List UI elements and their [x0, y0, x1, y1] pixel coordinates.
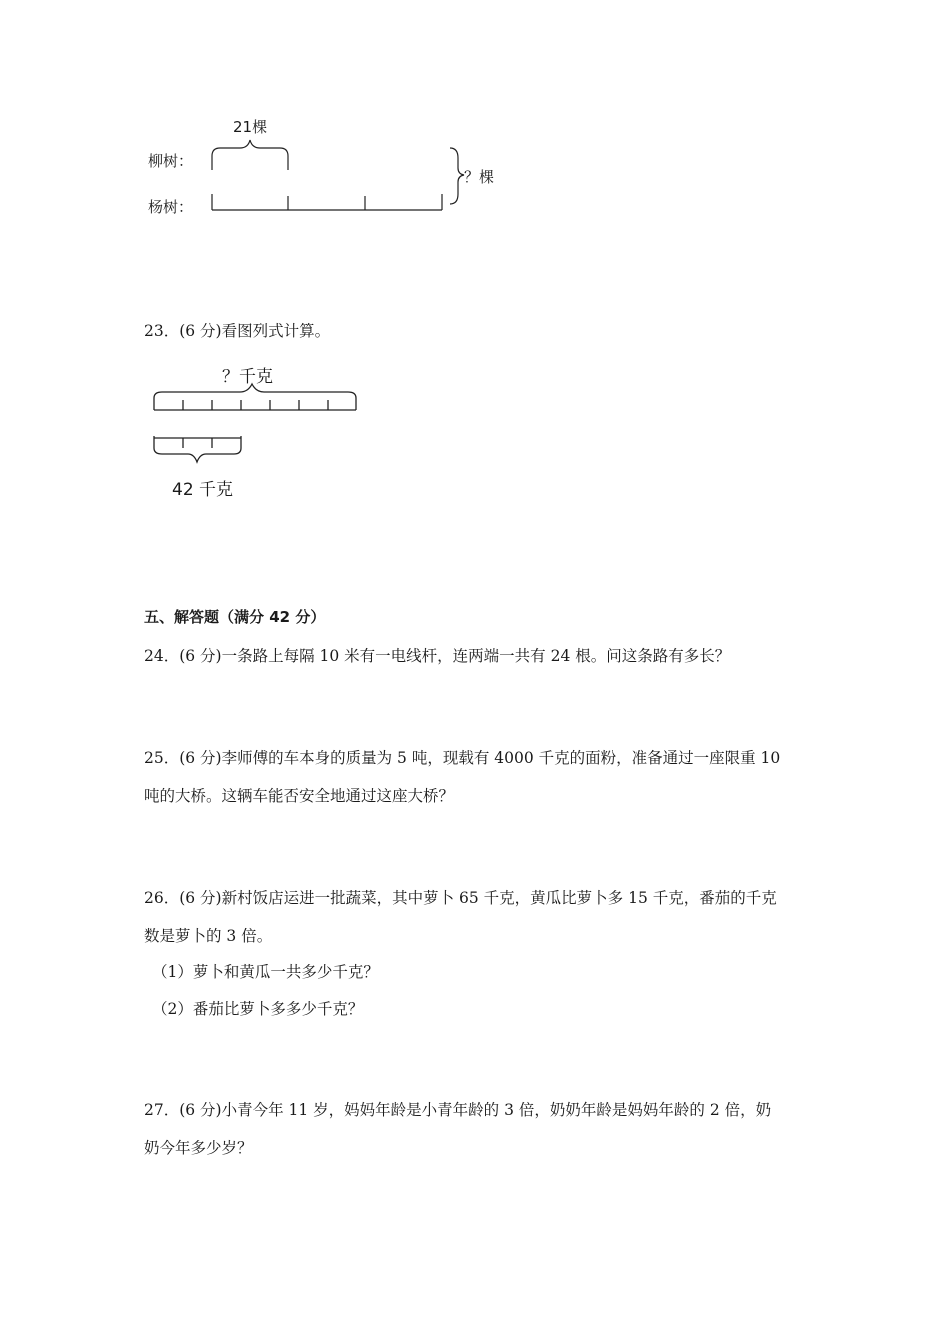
question-27-line-2: 奶今年多少岁？: [144, 1139, 253, 1157]
willow-label: 柳树：: [148, 152, 194, 170]
question-24: [144, 637, 816, 675]
question-26-sub-2: （2）番茄比萝卜多多少千克？: [152, 1000, 364, 1018]
diagram-22: [140, 110, 520, 220]
question-26-line-2: 数是萝卜的 3 倍。: [144, 927, 273, 945]
known-kg-label: 42 千克: [172, 480, 234, 500]
question-23: [144, 312, 816, 350]
question-27: [144, 1091, 816, 1167]
question-25-line-1: 25．(6 分)李师傅的车本身的质量为 5 吨，现载有 4000 千克的面粉，准备通过一座限重 10: [144, 749, 781, 767]
willow-brace: [212, 140, 288, 170]
top-count-label: 21棵: [233, 118, 268, 136]
question-24-text: 24．(6 分)一条路上每隔 10 米有一电线杆，连两端一共有 24 根。问这条路有多长？: [144, 647, 731, 665]
question-26-line-1: 26．(6 分)新村饭店运进一批蔬菜，其中萝卜 65 千克，黄瓜比萝卜多 15 千克，番茄的千克: [144, 889, 777, 907]
diagram-23: [150, 360, 370, 510]
question-27-line-1: 27．(6 分)小青今年 11 岁，妈妈年龄是小青年龄的 3 倍，奶奶年龄是妈妈年龄的 2 倍，奶: [144, 1101, 772, 1119]
unknown-kg-label: ？千克: [222, 367, 273, 387]
question-26: [144, 879, 816, 955]
total-count-label: ？棵: [464, 168, 495, 186]
poplar-label: 杨树：: [148, 198, 194, 216]
question-25-line-2: 吨的大桥。这辆车能否安全地通过这座大桥？: [144, 787, 455, 805]
total-brace: [450, 148, 464, 204]
part-brace: [154, 436, 241, 462]
section-title: 五、解答题（满分 42 分）: [144, 608, 326, 626]
question-25: [144, 739, 816, 815]
question-26-sub-1: （1）萝卜和黄瓜一共多少千克？: [152, 963, 379, 981]
full-brace: [154, 384, 356, 410]
diagram-22-lines: [140, 110, 520, 220]
question-23-text: 23．(6 分)看图列式计算。: [144, 322, 331, 340]
